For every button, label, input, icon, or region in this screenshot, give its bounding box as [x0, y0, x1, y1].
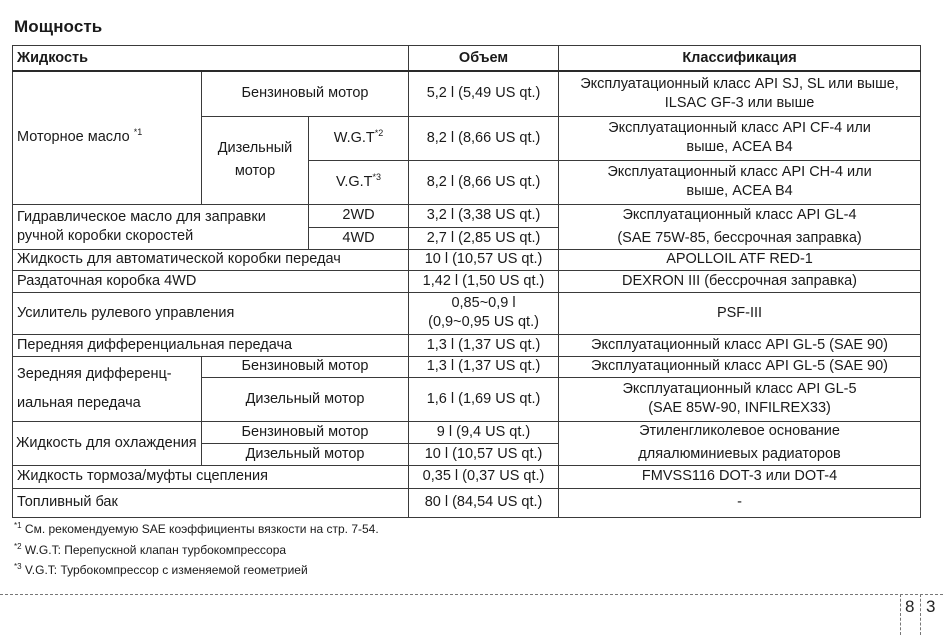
fuel-tank-class: - [559, 488, 921, 517]
fuel-tank-label: Топливный бак [13, 488, 409, 517]
auto-trans-volume: 10 l (10,57 US qt.) [409, 249, 559, 270]
steering-volume: 0,85~0,9 l (0,9~0,95 US qt.) [409, 292, 559, 334]
footnote: $^{*3}$ V.G.T: Турбокомпрессор с изменяемой геометрией [14, 562, 308, 577]
rear-diff-gasoline-label: Бензиновый мотор [202, 356, 409, 377]
engine-oil-gasoline-class: Эксплуатационный класс API SJ, SL или выше, ILSAC GF-3 или выше [559, 71, 921, 116]
footnote-mark: *1 [133, 127, 143, 138]
table-row [13, 421, 921, 443]
engine-oil-wgt-class: Эксплуатационный класс API CF-4 или выше, ACEA B4 [559, 116, 921, 160]
capacity-table [12, 45, 921, 518]
front-diff-volume: 1,3 l (1,37 US qt.) [409, 334, 559, 356]
header-classification: Классификация [559, 46, 921, 72]
steering-class: PSF-III [559, 292, 921, 334]
fuel-tank-volume: 80 l (84,54 US qt.) [409, 488, 559, 517]
coolant-gasoline-label: Бензиновый мотор [202, 421, 409, 443]
table-row [13, 292, 921, 334]
table-row [13, 356, 921, 377]
engine-oil-diesel-label: Дизельный мотор [202, 116, 309, 204]
front-diff-label: Передняя дифференциальная передача [13, 334, 409, 356]
table-row [13, 465, 921, 488]
manual-trans-2wd-volume: 3,2 l (3,38 US qt.) [409, 204, 559, 227]
page-number: 3 [926, 597, 936, 616]
engine-oil-gasoline-volume: 5,2 l (5,49 US qt.) [409, 71, 559, 116]
brake-volume: 0,35 l (0,37 US qt.) [409, 465, 559, 488]
coolant-diesel-volume: 10 l (10,57 US qt.) [409, 443, 559, 465]
table-row [13, 204, 921, 227]
footnote-mark: *2 [14, 541, 22, 551]
rear-diff-label: Зередняя дифференц- иальная передача [13, 356, 202, 421]
page-number-box-divider [900, 594, 901, 635]
section-title: Мощность [14, 17, 103, 36]
manual-trans-label: Гидравлическое масло для заправки ручной коробки скоростей [13, 204, 309, 249]
table-header-row [13, 46, 921, 72]
coolant-class: Этиленгликолевое основание дляалюминиевых радиаторов [559, 421, 921, 465]
table-row [13, 488, 921, 517]
coolant-gasoline-volume: 9 l (9,4 US qt.) [409, 421, 559, 443]
manual-trans-2wd-label: 2WD [309, 204, 409, 227]
coolant-diesel-label: Дизельный мотор [202, 443, 409, 465]
table-row [13, 270, 921, 292]
transfer-class: DEXRON III (бессрочная заправка) [559, 270, 921, 292]
footnote-mark: *3 [14, 562, 22, 571]
auto-trans-class: APOLLOIL ATF RED-1 [559, 249, 921, 270]
footnote: $^{*2}$ W.G.T: Перепускной клапан турбокомпрессора [14, 541, 287, 557]
manual-trans-4wd-label: 4WD [309, 227, 409, 249]
engine-oil-wgt-volume: 8,2 l (8,66 US qt.) [409, 116, 559, 160]
brake-class: FMVSS116 DOT-3 или DOT-4 [559, 465, 921, 488]
engine-oil-vgt-label: $V.G.T^{*3}$ [309, 160, 409, 204]
table-row [13, 334, 921, 356]
rear-diff-diesel-class: Эксплуатационный класс API GL-5 (SAE 85W-90, INFILREX33) [559, 377, 921, 421]
rear-diff-gasoline-volume: 1,3 l (1,37 US qt.) [409, 356, 559, 377]
engine-oil-label: Моторное масло $^{*1}$ [13, 71, 202, 204]
steering-label: Усилитель рулевого управления [13, 292, 409, 334]
footnote-mark: *3 [372, 171, 382, 182]
footnotes [14, 519, 379, 581]
footnote-mark: *2 [374, 127, 384, 138]
table-row [13, 249, 921, 270]
transfer-label: Раздаточная коробка 4WD [13, 270, 409, 292]
engine-oil-gasoline-label: Бензиновый мотор [202, 71, 409, 116]
front-diff-class: Эксплуатационный класс API GL-5 (SAE 90) [559, 334, 921, 356]
rear-diff-diesel-label: Дизельный мотор [202, 377, 409, 421]
page-divider [0, 594, 943, 595]
header-fluid: Жидкость [13, 46, 409, 72]
coolant-label: Жидкость для охлаждения [13, 421, 202, 465]
footnote-mark: *1 [14, 521, 22, 530]
brake-label: Жидкость тормоза/муфты сцепления [13, 465, 409, 488]
footnote: $^{*1}$ См. рекомендуемую SAE коэффициенты вязкости на стр. 7-54. [14, 521, 379, 536]
chapter-number: 8 [905, 597, 915, 616]
rear-diff-gasoline-class: Эксплуатационный класс API GL-5 (SAE 90) [559, 356, 921, 377]
manual-trans-class: Эксплуатационный класс API GL-4 (SAE 75W-85, бессрочная заправка) [559, 204, 921, 249]
transfer-volume: 1,42 l (1,50 US qt.) [409, 270, 559, 292]
engine-oil-vgt-class: Эксплуатационный класс API CH-4 или выше, ACEA B4 [559, 160, 921, 204]
header-volume: Объем [409, 46, 559, 72]
page-number-box-divider [920, 594, 921, 635]
engine-oil-wgt-label: $W.G.T^{*2}$ [309, 116, 409, 160]
rear-diff-diesel-volume: 1,6 l (1,69 US qt.) [409, 377, 559, 421]
auto-trans-label: Жидкость для автоматической коробки передач [13, 249, 409, 270]
table-row [13, 71, 921, 116]
engine-oil-vgt-volume: 8,2 l (8,66 US qt.) [409, 160, 559, 204]
manual-trans-4wd-volume: 2,7 l (2,85 US qt.) [409, 227, 559, 249]
